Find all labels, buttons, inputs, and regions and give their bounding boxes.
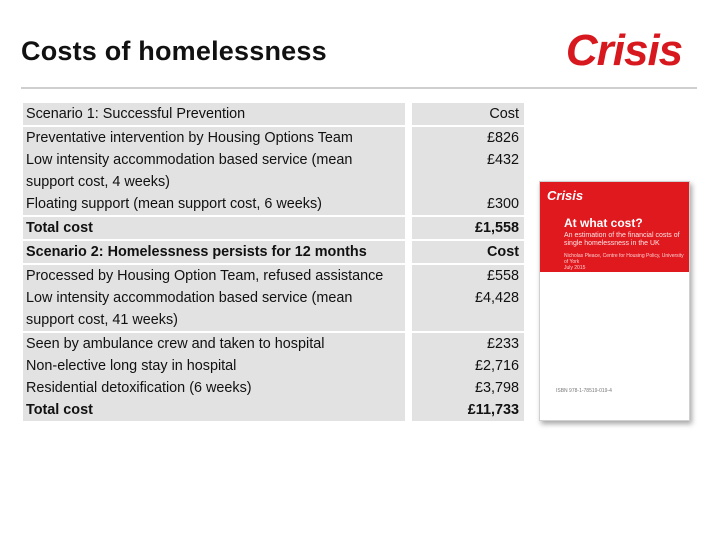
row-description: Residential detoxification (6 weeks) (23, 377, 409, 399)
row-cost: Cost (409, 240, 525, 264)
costs-table-body (23, 103, 524, 421)
row-description: Scenario 1: Successful Prevention (23, 103, 409, 126)
table-row (23, 193, 524, 216)
row-cost: £432 (409, 149, 525, 193)
table-row (23, 216, 524, 240)
row-description: Total cost (23, 399, 409, 421)
row-description: Low intensity accommodation based service (mean support cost, 41 weeks) (23, 287, 409, 332)
costs-table (23, 103, 524, 421)
crisis-logo-text: Crisis (565, 26, 683, 75)
row-description: Processed by Housing Option Team, refused assistance (23, 264, 409, 287)
row-description: Seen by ambulance crew and taken to hospital (23, 332, 409, 355)
row-cost: Cost (409, 103, 525, 126)
table-row (23, 377, 524, 399)
row-cost: £558 (409, 264, 525, 287)
row-description: Scenario 2: Homelessness persists for 12 months (23, 240, 409, 264)
row-description: Floating support (mean support cost, 6 weeks) (23, 193, 409, 216)
row-description: Non-elective long stay in hospital (23, 355, 409, 377)
report-subtitle: An estimation of the financial costs of single homelessness in the UK (564, 232, 680, 247)
row-cost: £300 (409, 193, 525, 216)
crisis-logo (553, 25, 695, 75)
table-row (23, 399, 524, 421)
report-author-line: Nicholas Pleace, Centre for Housing Policy, University of York (564, 253, 684, 265)
table-row (23, 264, 524, 287)
row-description: Low intensity accommodation based service (mean support cost, 4 weeks) (23, 149, 409, 193)
table-row (23, 355, 524, 377)
row-description: Total cost (23, 216, 409, 240)
report-cover-panel (540, 182, 689, 272)
report-authors (564, 253, 686, 271)
row-cost: £826 (409, 126, 525, 149)
table-row (23, 287, 524, 332)
table-row (23, 149, 524, 193)
table-row (23, 103, 524, 126)
report-isbn: ISBN 978-1-78519-019-4 (556, 388, 612, 394)
row-cost: £233 (409, 332, 525, 355)
table-row (23, 126, 524, 149)
report-logo: Crisis (547, 188, 584, 203)
report-date: July 2015 (564, 265, 586, 271)
report-heading: At what cost? (564, 216, 643, 230)
report-cover-image (539, 181, 690, 421)
page-title: Costs of homelessness (21, 36, 327, 66)
row-cost: £1,558 (409, 216, 525, 240)
row-description: Preventative intervention by Housing Options Team (23, 126, 409, 149)
table-row (23, 332, 524, 355)
row-cost: £3,798 (409, 377, 525, 399)
row-cost: £11,733 (409, 399, 525, 421)
title-divider (21, 87, 697, 89)
row-cost: £2,716 (409, 355, 525, 377)
row-cost: £4,428 (409, 287, 525, 332)
table-row (23, 240, 524, 264)
